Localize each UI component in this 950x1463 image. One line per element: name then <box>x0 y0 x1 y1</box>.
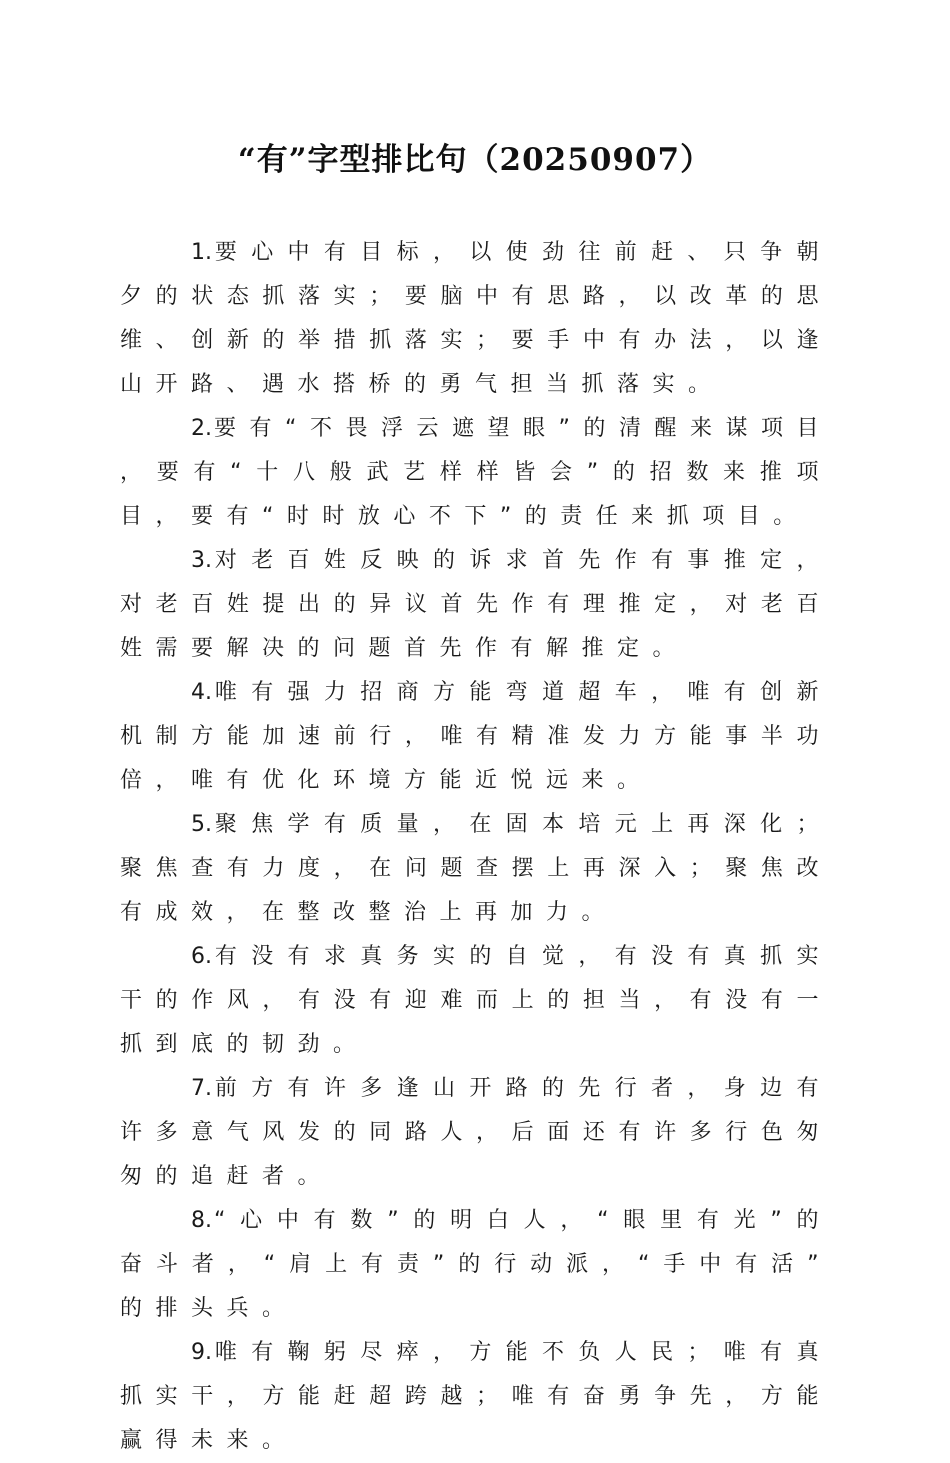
paragraph-text: 有没有求真务实的自觉，有没有真抓实干的作风，有没有迎难而上的担当，有没有一抓到底的韧劲。 <box>120 944 832 1057</box>
paragraph-text: 要有“不畏浮云遮望眼”的清醒来谋项目，要有“十八般武艺样样皆会”的招数来推项目，要有“时时放心不下”的责任来抓项目。 <box>120 416 832 529</box>
paragraph-9 <box>120 1331 832 1463</box>
paragraph-4 <box>120 671 832 803</box>
document-body <box>120 231 832 1463</box>
paragraph-3 <box>120 539 832 671</box>
paragraph-number: 3. <box>191 548 212 573</box>
paragraph-number: 5. <box>191 812 212 837</box>
paragraph-number: 2. <box>191 416 212 441</box>
paragraph-number: 9. <box>191 1340 212 1365</box>
paragraph-number: 4. <box>191 680 212 705</box>
paragraph-text: “心中有数”的明白人，“眼里有光”的奋斗者，“肩上有责”的行动派，“手中有活”的排头兵。 <box>120 1208 832 1321</box>
paragraph-1 <box>120 231 832 407</box>
paragraph-number: 8. <box>191 1208 212 1233</box>
paragraph-6 <box>120 935 832 1067</box>
paragraph-text: 唯有强力招商方能弯道超车，唯有创新机制方能加速前行，唯有精准发力方能事半功倍，唯有优化环境方能近悦远来。 <box>120 680 832 793</box>
paragraph-text: 对老百姓反映的诉求首先作有事推定，对老百姓提出的异议首先作有理推定，对老百姓需要解决的问题首先作有解推定。 <box>120 548 832 661</box>
paragraph-number: 6. <box>191 944 212 969</box>
paragraph-7 <box>120 1067 832 1199</box>
paragraph-5 <box>120 803 832 935</box>
paragraph-text: 唯有鞠躬尽瘁，方能不负人民；唯有真抓实干，方能赶超跨越；唯有奋勇争先，方能赢得未来。 <box>120 1340 832 1453</box>
document-title: “有”字型排比句（20250907） <box>237 142 713 178</box>
paragraph-number: 1. <box>191 240 212 265</box>
paragraph-text: 前方有许多逢山开路的先行者，身边有许多意气风发的同路人，后面还有许多行色匆匆的追赶者。 <box>120 1076 832 1189</box>
paragraph-text: 要心中有目标，以使劲往前赶、只争朝夕的状态抓落实；要脑中有思路，以改革的思维、创新的举措抓落实；要手中有办法，以逢山开路、遇水搭桥的勇气担当抓落实。 <box>120 240 832 397</box>
paragraph-number: 7. <box>191 1076 212 1101</box>
paragraph-2 <box>120 407 832 539</box>
paragraph-8 <box>120 1199 832 1331</box>
paragraph-text: 聚焦学有质量，在固本培元上再深化；聚焦查有力度，在问题查摆上再深入；聚焦改有成效，在整改整治上再加力。 <box>120 812 832 925</box>
